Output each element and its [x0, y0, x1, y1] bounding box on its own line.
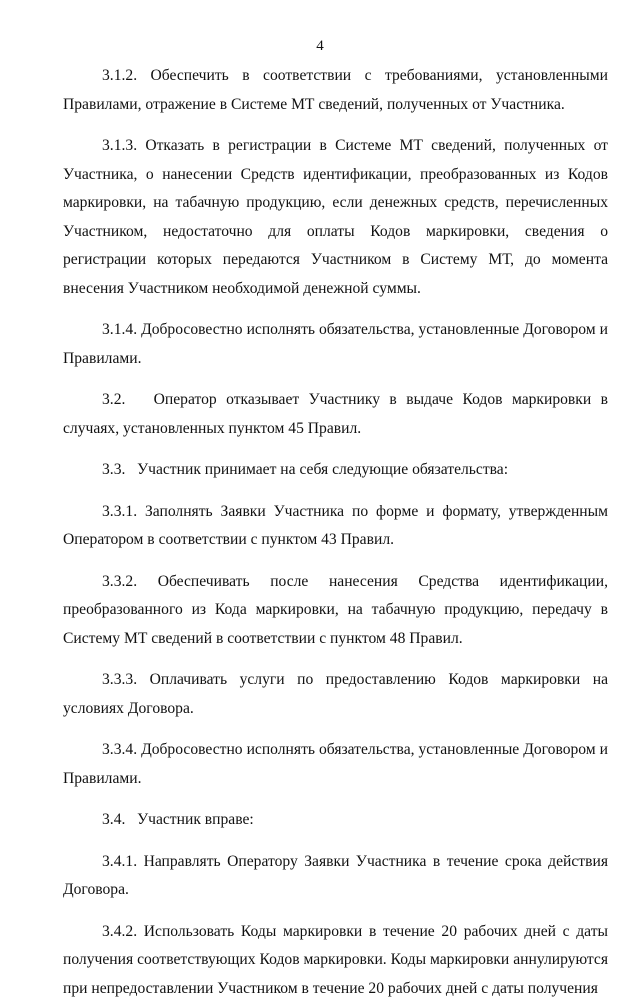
- page-number: 4: [0, 37, 640, 55]
- clause-3-4-2: 3.4.2. Использовать Коды маркировки в течение 20 рабочих дней с даты получения соответствующих Кодов маркировки. Коды маркировки аннулируются при непредоставлении Участником в течение 20 рабочих дней с даты получения: [63, 918, 608, 1003]
- clause-3-2: 3.2. Оператор отказывает Участнику в выдаче Кодов маркировки в случаях, установленных пунктом 45 Правил.: [63, 386, 608, 443]
- clause-3-3-1: 3.3.1. Заполнять Заявки Участника по форме и формату, утвержденным Оператором в соответствии с пунктом 43 Правил.: [63, 498, 608, 555]
- clause-3-3-2: 3.3.2. Обеспечивать после нанесения Средства идентификации, преобразованного из Кода маркировки, на табачную продукцию, передачу в Систему МТ сведений в соответствии с пунктом 48 Правил.: [63, 568, 608, 654]
- document-body: [63, 62, 608, 1003]
- clause-3-3-4: 3.3.4. Добросовестно исполнять обязательства, установленные Договором и Правилами.: [63, 736, 608, 793]
- clause-3-1-2: 3.1.2. Обеспечить в соответствии с требованиями, установленными Правилами, отражение в Системе МТ сведений, полученных от Участника.: [63, 62, 608, 119]
- clause-3-3-3: 3.3.3. Оплачивать услуги по предоставлению Кодов маркировки на условиях Договора.: [63, 666, 608, 723]
- clause-3-3: 3.3. Участник принимает на себя следующие обязательства:: [63, 456, 608, 485]
- clause-3-4-1: 3.4.1. Направлять Оператору Заявки Участника в течение срока действия Договора.: [63, 848, 608, 905]
- clause-3-4: 3.4. Участник вправе:: [63, 806, 608, 835]
- clause-3-1-3: 3.1.3. Отказать в регистрации в Системе МТ сведений, полученных от Участника, о нанесении Средств идентификации, преобразованных из Кодов маркировки, на табачную продукцию, если денежных средств, перечисленных Участником, недостаточно для оплаты Кодов маркировки, сведения о регистрации которых передаются Участником в Систему МТ, до момента внесения Участником необходимой денежной суммы.: [63, 132, 608, 303]
- clause-3-1-4: 3.1.4. Добросовестно исполнять обязательства, установленные Договором и Правилами.: [63, 316, 608, 373]
